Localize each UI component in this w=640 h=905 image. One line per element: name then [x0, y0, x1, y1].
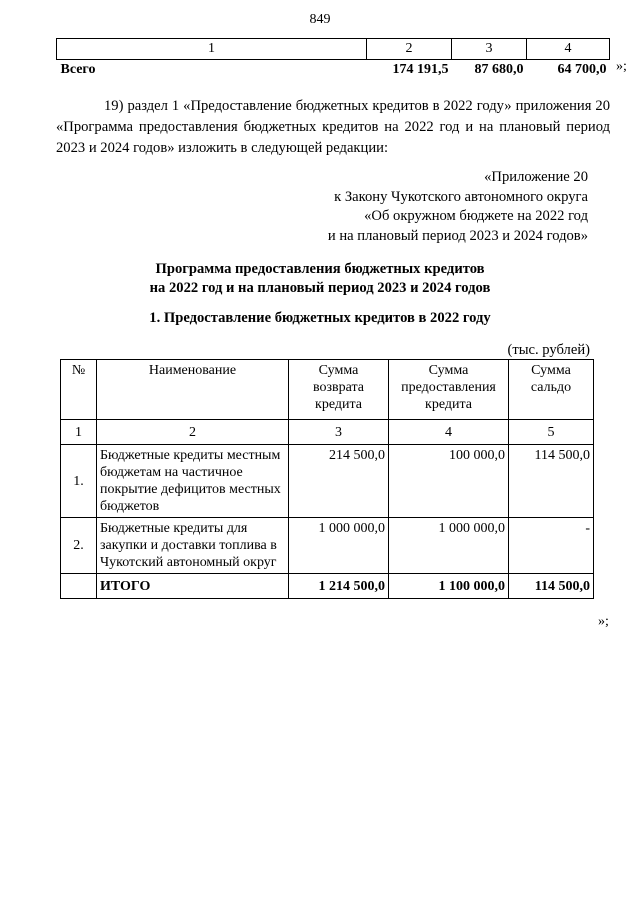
closing-quote: »; — [598, 614, 609, 629]
return-amount: 214 500,0 — [289, 445, 389, 518]
appendix-line: и на плановый период 2023 и 2024 годов» — [327, 227, 588, 244]
document-title — [0, 260, 640, 298]
column-number: 2 — [97, 420, 289, 445]
header-cell: Сумма предоставления кредита — [389, 360, 509, 420]
total-label: ИТОГО — [97, 574, 289, 599]
provide-amount: 100 000,0 — [389, 445, 509, 518]
table-row — [61, 518, 594, 574]
col-header: 2 — [367, 39, 452, 60]
appendix-line: «Об окружном бюджете на 2022 год — [364, 208, 588, 224]
closing-quote: »; — [616, 59, 627, 74]
appendix-reference — [328, 168, 588, 246]
column-number-row — [61, 420, 594, 445]
column-number: 5 — [509, 420, 594, 445]
credits-table — [60, 359, 594, 599]
header-cell: № — [61, 360, 97, 420]
continuation-total-row — [57, 60, 610, 81]
col-header: 3 — [452, 39, 527, 60]
title-line: Программа предоставления бюджетных кредитов — [155, 261, 485, 277]
provide-amount: 1 000 000,0 — [389, 518, 509, 574]
appendix-line: к Закону Чукотского автономного округа — [334, 188, 588, 205]
row-number: 2. — [61, 518, 97, 574]
table-row — [61, 445, 594, 518]
return-amount: 1 000 000,0 — [289, 518, 389, 574]
amendment-paragraph: 19) раздел 1 «Предоставление бюджетных кредитов в 2022 году» приложения 20 «Программа предоставления бюджетных кредитов на 2022 год и на плановый период 2023 и 2024 годов» изложить в следующей редакции: — [56, 98, 610, 156]
total-label: Всего — [60, 62, 96, 77]
column-number: 1 — [61, 420, 97, 445]
continuation-table — [56, 38, 610, 80]
col-header: 1 — [57, 39, 367, 60]
units-label: (тыс. рублей) — [507, 342, 590, 358]
total-provide: 1 100 000,0 — [389, 574, 509, 599]
row-name: Бюджетные кредиты для закупки и доставки топлива в Чукотский автономный округ — [97, 518, 289, 574]
title-line: на 2022 год и на плановый период 2023 и 2024 годов — [149, 280, 491, 296]
row-name: Бюджетные кредиты местным бюджетам на частичное покрытие дефицитов местных бюджетов — [97, 445, 289, 518]
saldo-amount: - — [509, 518, 594, 574]
table-header-row — [61, 360, 594, 420]
table-total-row — [61, 574, 594, 599]
page-number: 849 — [309, 12, 331, 27]
section-title: 1. Предоставление бюджетных кредитов в 2022 году — [149, 310, 491, 326]
header-cell: Сумма сальдо — [509, 360, 594, 420]
saldo-amount: 114 500,0 — [509, 445, 594, 518]
column-number: 4 — [389, 420, 509, 445]
header-cell: Сумма возврата кредита — [289, 360, 389, 420]
total-value: 174 191,5 — [392, 62, 449, 77]
col-header: 4 — [527, 39, 610, 60]
column-number: 3 — [289, 420, 389, 445]
total-return: 1 214 500,0 — [289, 574, 389, 599]
total-saldo: 114 500,0 — [509, 574, 594, 599]
total-value: 87 680,0 — [474, 62, 524, 77]
header-cell: Наименование — [97, 360, 289, 420]
total-value: 64 700,0 — [557, 62, 607, 77]
row-number: 1. — [61, 445, 97, 518]
appendix-line: «Приложение 20 — [484, 169, 588, 185]
continuation-header-row — [57, 39, 610, 60]
total-empty-cell — [61, 574, 97, 599]
